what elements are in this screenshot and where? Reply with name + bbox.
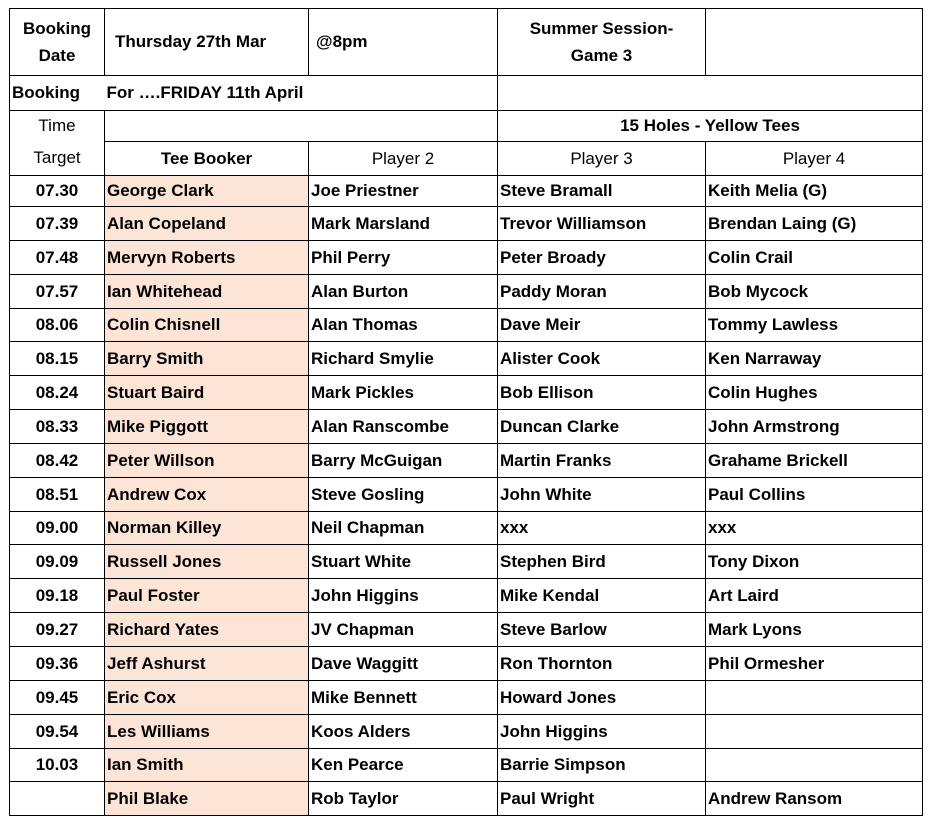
booking-time: @8pm xyxy=(309,9,498,76)
player-2-name: Ken Pearce xyxy=(309,749,498,782)
tee-booker-name: George Clark xyxy=(105,176,309,207)
col-tee-booker: Tee Booker xyxy=(105,142,309,176)
player-4-name: Phil Ormesher xyxy=(706,647,923,681)
tee-time: 07.48 xyxy=(10,241,105,275)
player-4-name: Grahame Brickell xyxy=(706,444,923,478)
tee-time: 08.24 xyxy=(10,376,105,410)
player-2-name: Joe Priestner xyxy=(309,176,498,207)
tee-booker-name: Ian Smith xyxy=(105,749,309,782)
tee-time: 09.45 xyxy=(10,681,105,715)
tee-time: 10.03 xyxy=(10,749,105,782)
player-2-name: Phil Perry xyxy=(309,241,498,275)
tee-time: 09.27 xyxy=(10,613,105,647)
table-row xyxy=(10,681,923,715)
player-3-name: Steve Bramall xyxy=(498,176,706,207)
tee-time: 09.36 xyxy=(10,647,105,681)
player-2-name: Steve Gosling xyxy=(309,478,498,512)
player-3-name: Alister Cook xyxy=(498,342,706,376)
tee-booker-name: Norman Killey xyxy=(105,512,309,545)
player-4-name: John Armstrong xyxy=(706,410,923,444)
player-3-name: xxx xyxy=(498,512,706,545)
booking-sheet xyxy=(9,8,923,816)
table-row xyxy=(10,749,923,782)
table-row xyxy=(10,444,923,478)
tee-time: 07.39 xyxy=(10,207,105,241)
player-3-name: Paul Wright xyxy=(498,782,706,816)
tee-booker-name: Mervyn Roberts xyxy=(105,241,309,275)
tee-booker-name: Colin Chisnell xyxy=(105,309,309,342)
player-2-name: Alan Burton xyxy=(309,275,498,309)
table-row xyxy=(10,342,923,376)
empty-header-cell xyxy=(706,9,923,76)
player-4-name: Ken Narraway xyxy=(706,342,923,376)
player-2-name: John Higgins xyxy=(309,579,498,613)
table-row xyxy=(10,275,923,309)
table-row xyxy=(10,410,923,444)
player-2-name: Koos Alders xyxy=(309,715,498,749)
player-2-name: Alan Thomas xyxy=(309,309,498,342)
player-4-name: Andrew Ransom xyxy=(706,782,923,816)
tee-time: 09.00 xyxy=(10,512,105,545)
player-2-name: Mark Pickles xyxy=(309,376,498,410)
tee-time: 08.15 xyxy=(10,342,105,376)
player-4-name: Tony Dixon xyxy=(706,545,923,579)
player-4-name: Art Laird xyxy=(706,579,923,613)
tee-booker-name: Richard Yates xyxy=(105,613,309,647)
booking-label: Booking xyxy=(10,76,105,111)
player-4-name: Colin Hughes xyxy=(706,376,923,410)
time-label: Time xyxy=(10,111,105,142)
player-3-name: Howard Jones xyxy=(498,681,706,715)
table-row xyxy=(10,647,923,681)
player-2-name: Richard Smylie xyxy=(309,342,498,376)
player-4-name: Tommy Lawless xyxy=(706,309,923,342)
tee-booker-name: Eric Cox xyxy=(105,681,309,715)
player-3-name: Stephen Bird xyxy=(498,545,706,579)
tee-time: 08.51 xyxy=(10,478,105,512)
tee-booker-name: Russell Jones xyxy=(105,545,309,579)
player-2-name: Alan Ranscombe xyxy=(309,410,498,444)
player-4-name xyxy=(706,681,923,715)
booking-date-label: Booking Date xyxy=(10,9,105,76)
table-row xyxy=(10,782,923,816)
player-2-name: Mike Bennett xyxy=(309,681,498,715)
player-3-name: Peter Broady xyxy=(498,241,706,275)
player-3-name: Barrie Simpson xyxy=(498,749,706,782)
booking-date-value: Thursday 27th Mar xyxy=(105,9,309,76)
tee-time: 08.42 xyxy=(10,444,105,478)
player-4-name: Paul Collins xyxy=(706,478,923,512)
player-2-name: Stuart White xyxy=(309,545,498,579)
table-row xyxy=(10,579,923,613)
table-row xyxy=(10,478,923,512)
player-3-name: Paddy Moran xyxy=(498,275,706,309)
player-4-name: Keith Melia (G) xyxy=(706,176,923,207)
player-3-name: Duncan Clarke xyxy=(498,410,706,444)
col-player-2: Player 2 xyxy=(309,142,498,176)
player-2-name: Rob Taylor xyxy=(309,782,498,816)
table-row xyxy=(10,241,923,275)
player-3-name: Martin Franks xyxy=(498,444,706,478)
tee-time: 09.09 xyxy=(10,545,105,579)
player-4-name xyxy=(706,715,923,749)
tee-time: 07.57 xyxy=(10,275,105,309)
target-label: Target xyxy=(10,142,105,176)
tee-time: 08.06 xyxy=(10,309,105,342)
col-player-4: Player 4 xyxy=(706,142,923,176)
table-row xyxy=(10,613,923,647)
tee-time: 08.33 xyxy=(10,410,105,444)
column-header-row xyxy=(10,142,923,176)
tee-booker-name: Jeff Ashurst xyxy=(105,647,309,681)
empty-time-cell xyxy=(105,111,498,142)
tee-booker-name: Mike Piggott xyxy=(105,410,309,444)
empty-booking-cell xyxy=(498,76,923,111)
player-3-name: John Higgins xyxy=(498,715,706,749)
tee-booker-name: Les Williams xyxy=(105,715,309,749)
player-2-name: JV Chapman xyxy=(309,613,498,647)
table-row xyxy=(10,545,923,579)
tee-booker-name: Phil Blake xyxy=(105,782,309,816)
tee-time: 07.30 xyxy=(10,176,105,207)
player-2-name: Barry McGuigan xyxy=(309,444,498,478)
tee-booker-name: Barry Smith xyxy=(105,342,309,376)
player-3-name: Steve Barlow xyxy=(498,613,706,647)
booking-for: For ….FRIDAY 11th April xyxy=(105,76,498,111)
player-3-name: John White xyxy=(498,478,706,512)
player-3-name: Bob Ellison xyxy=(498,376,706,410)
tee-time: 09.18 xyxy=(10,579,105,613)
tee-booker-name: Alan Copeland xyxy=(105,207,309,241)
tee-booker-name: Andrew Cox xyxy=(105,478,309,512)
player-4-name xyxy=(706,749,923,782)
player-3-name: Ron Thornton xyxy=(498,647,706,681)
table-row xyxy=(10,715,923,749)
player-4-name: Bob Mycock xyxy=(706,275,923,309)
header-row-date xyxy=(10,9,923,76)
table-row xyxy=(10,207,923,241)
header-row-time xyxy=(10,111,923,142)
player-3-name: Trevor Williamson xyxy=(498,207,706,241)
table-row xyxy=(10,376,923,410)
table-row xyxy=(10,176,923,207)
tee-booker-name: Paul Foster xyxy=(105,579,309,613)
tee-booker-name: Stuart Baird xyxy=(105,376,309,410)
player-3-name: Mike Kendal xyxy=(498,579,706,613)
session-title: Summer Session- Game 3 xyxy=(498,9,706,76)
course-info: 15 Holes - Yellow Tees xyxy=(498,111,923,142)
tee-time xyxy=(10,782,105,816)
player-4-name: Brendan Laing (G) xyxy=(706,207,923,241)
player-2-name: Neil Chapman xyxy=(309,512,498,545)
header-row-booking xyxy=(10,76,923,111)
tee-booker-name: Peter Willson xyxy=(105,444,309,478)
table-row xyxy=(10,309,923,342)
col-player-3: Player 3 xyxy=(498,142,706,176)
table-row xyxy=(10,512,923,545)
player-3-name: Dave Meir xyxy=(498,309,706,342)
tee-time: 09.54 xyxy=(10,715,105,749)
player-4-name: Mark Lyons xyxy=(706,613,923,647)
player-4-name: Colin Crail xyxy=(706,241,923,275)
player-4-name: xxx xyxy=(706,512,923,545)
player-2-name: Mark Marsland xyxy=(309,207,498,241)
tee-booker-name: Ian Whitehead xyxy=(105,275,309,309)
player-2-name: Dave Waggitt xyxy=(309,647,498,681)
